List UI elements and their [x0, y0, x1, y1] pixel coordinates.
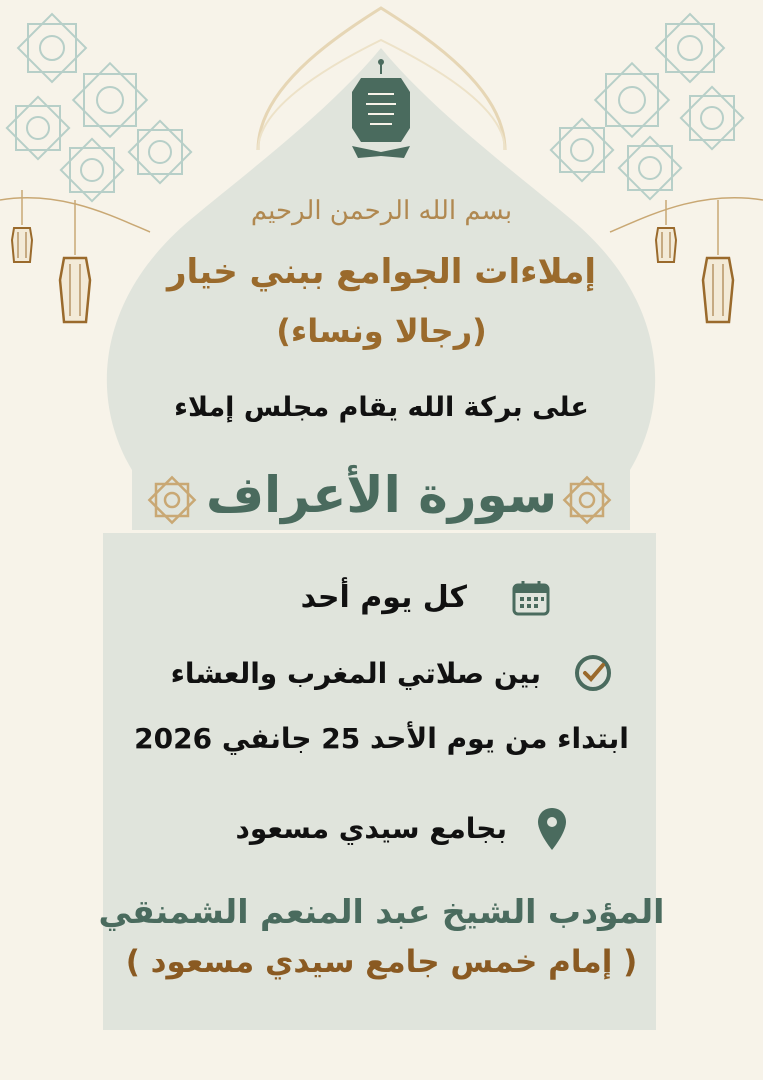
teacher-role: ( إمام خمس جامع سيدي مسعود ) [125, 944, 638, 980]
left-geometric-pattern [7, 14, 191, 201]
clock-check-icon [573, 653, 613, 697]
page-subtitle: (رجالا ونساء) [276, 312, 487, 350]
surah-title: سورة الأعراف [205, 466, 558, 524]
start-date-text: ابتداء من يوم الأحد 25 جانفي 2026 [134, 722, 629, 755]
basmala: بسم الله الرحمن الرحيم [250, 196, 513, 226]
calendar-icon [512, 580, 550, 620]
right-geometric-pattern [551, 14, 743, 199]
map-pin-icon [536, 806, 568, 856]
time-text: بين صلاتي المغرب والعشاء [170, 657, 541, 690]
teacher-name: المؤدب الشيخ عبد المنعم الشمنقي [98, 892, 665, 931]
day-text: كل يوم أحد [300, 580, 467, 615]
location-text: بجامع سيدي مسعود [235, 812, 507, 845]
page-title: إملاءات الجوامع ببني خيار [166, 252, 597, 292]
quran-book-logo-icon [350, 60, 412, 160]
intro-text: على بركة الله يقام مجلس إملاء [174, 392, 589, 423]
